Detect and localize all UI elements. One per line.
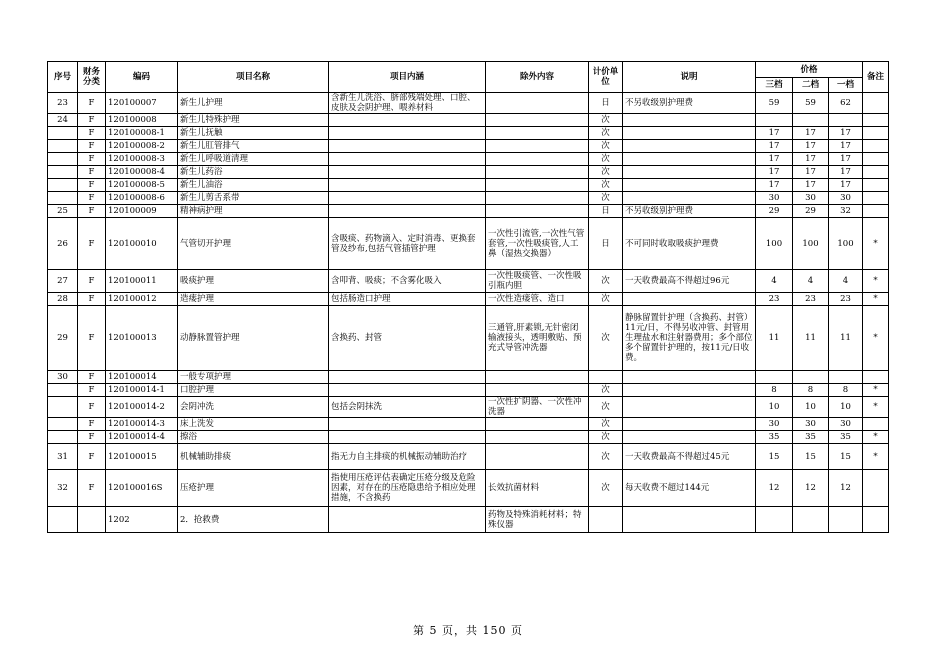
row-seq: 24 [48, 114, 78, 127]
row-unit: 次 [589, 127, 623, 140]
row-name: 吸痰护理 [178, 270, 329, 293]
header-code: 编码 [106, 62, 178, 93]
row-note: 不另收级别护理费 [623, 93, 756, 114]
row-category: F [78, 384, 106, 397]
row-name: 动静脉置管护理 [178, 306, 329, 371]
row-category: F [78, 93, 106, 114]
row-price-tier1: 17 [829, 127, 863, 140]
row-category [78, 507, 106, 533]
row-price-tier3 [756, 371, 793, 384]
header-category: 财务分类 [78, 62, 106, 93]
row-category: F [78, 127, 106, 140]
table-row [48, 114, 889, 127]
row-remark [863, 205, 889, 218]
row-price-tier3: 17 [756, 179, 793, 192]
table-row [48, 371, 889, 384]
header-exclusions: 除外内容 [486, 62, 589, 93]
row-note [623, 397, 756, 418]
row-unit: 次 [589, 140, 623, 153]
row-code: 120100008-4 [106, 166, 178, 179]
row-price-tier2: 29 [793, 205, 829, 218]
row-content: 指无力自主排痰的机械振动辅助治疗 [329, 444, 486, 470]
row-note [623, 114, 756, 127]
row-price-tier2: 17 [793, 153, 829, 166]
row-price-tier2: 100 [793, 218, 829, 270]
row-name: 2．抢救费 [178, 507, 329, 533]
row-exclusions [486, 140, 589, 153]
fee-table [47, 61, 889, 533]
row-price-tier3: 17 [756, 166, 793, 179]
header-tier1: 一档 [829, 78, 863, 93]
row-name: 口腔护理 [178, 384, 329, 397]
row-code: 1202 [106, 507, 178, 533]
row-remark [863, 192, 889, 205]
row-note [623, 371, 756, 384]
row-exclusions [486, 179, 589, 192]
row-price-tier2: 10 [793, 397, 829, 418]
table-row [48, 153, 889, 166]
row-category: F [78, 153, 106, 166]
row-remark: * [863, 397, 889, 418]
row-price-tier3: 17 [756, 153, 793, 166]
row-exclusions [486, 127, 589, 140]
row-remark [863, 179, 889, 192]
row-exclusions: 一次性造瘘管、造口 [486, 293, 589, 306]
row-seq [48, 140, 78, 153]
row-price-tier2: 30 [793, 418, 829, 431]
row-seq [48, 384, 78, 397]
row-content [329, 418, 486, 431]
row-note [623, 127, 756, 140]
row-code: 120100011 [106, 270, 178, 293]
row-seq: 32 [48, 470, 78, 507]
row-price-tier2 [793, 507, 829, 533]
row-price-tier3: 10 [756, 397, 793, 418]
header-content: 项目内涵 [329, 62, 486, 93]
row-unit: 次 [589, 192, 623, 205]
row-code: 120100016S [106, 470, 178, 507]
row-category: F [78, 270, 106, 293]
row-category: F [78, 444, 106, 470]
row-price-tier3: 30 [756, 418, 793, 431]
row-price-tier2: 59 [793, 93, 829, 114]
row-name: 新生儿药浴 [178, 166, 329, 179]
row-name: 会阴冲洗 [178, 397, 329, 418]
row-content [329, 127, 486, 140]
row-price-tier3: 23 [756, 293, 793, 306]
row-price-tier1: 12 [829, 470, 863, 507]
row-remark: * [863, 218, 889, 270]
row-price-tier3: 15 [756, 444, 793, 470]
row-category: F [78, 306, 106, 371]
row-price-tier3: 8 [756, 384, 793, 397]
row-exclusions: 一次性吸痰管、一次性吸引瓶内胆 [486, 270, 589, 293]
row-price-tier2: 8 [793, 384, 829, 397]
row-note [623, 507, 756, 533]
row-unit: 次 [589, 114, 623, 127]
row-price-tier3: 17 [756, 127, 793, 140]
row-category: F [78, 470, 106, 507]
row-content [329, 384, 486, 397]
row-remark [863, 127, 889, 140]
row-exclusions [486, 384, 589, 397]
table-row [48, 418, 889, 431]
row-code: 120100008-1 [106, 127, 178, 140]
row-price-tier1: 15 [829, 444, 863, 470]
row-code: 120100012 [106, 293, 178, 306]
row-unit: 次 [589, 270, 623, 293]
row-price-tier2: 30 [793, 192, 829, 205]
row-name: 机械辅助排痰 [178, 444, 329, 470]
row-unit: 次 [589, 384, 623, 397]
row-price-tier2: 23 [793, 293, 829, 306]
row-content [329, 192, 486, 205]
row-price-tier2: 17 [793, 166, 829, 179]
row-category: F [78, 114, 106, 127]
row-content: 含吸痰、药物滴入、定时消毒、更换套管及纱布,包括气管插管护理 [329, 218, 486, 270]
row-exclusions [486, 153, 589, 166]
header-note: 说明 [623, 62, 756, 93]
row-remark: * [863, 384, 889, 397]
row-price-tier3: 30 [756, 192, 793, 205]
row-name: 新生儿油浴 [178, 179, 329, 192]
table-row [48, 270, 889, 293]
row-category: F [78, 140, 106, 153]
row-exclusions: 药物及特殊消耗材料；特殊仪器 [486, 507, 589, 533]
row-seq [48, 179, 78, 192]
row-name: 擦浴 [178, 431, 329, 444]
row-note: 每天收费不超过144元 [623, 470, 756, 507]
row-price-tier1: 32 [829, 205, 863, 218]
table-row [48, 507, 889, 533]
row-price-tier2: 17 [793, 140, 829, 153]
row-code: 120100014-1 [106, 384, 178, 397]
row-exclusions: 一次性引流管,一次性气管套管,一次性吸痰管,人工鼻（湿热交换器） [486, 218, 589, 270]
row-price-tier3: 59 [756, 93, 793, 114]
row-note: 静脉留置针护理（含换药、封管）11元/日，不得另收冲管、封管用生理盐水和注射器费用；多个部位多个留置针护理的，按11元/日收费。 [623, 306, 756, 371]
row-seq [48, 153, 78, 166]
row-seq [48, 397, 78, 418]
row-content [329, 371, 486, 384]
row-price-tier1: 17 [829, 166, 863, 179]
row-price-tier1: 30 [829, 418, 863, 431]
row-seq [48, 418, 78, 431]
row-seq [48, 431, 78, 444]
table-body [48, 93, 889, 533]
row-category: F [78, 205, 106, 218]
row-price-tier2: 15 [793, 444, 829, 470]
row-content [329, 507, 486, 533]
row-code: 120100014-4 [106, 431, 178, 444]
row-note [623, 192, 756, 205]
row-content [329, 166, 486, 179]
row-price-tier3: 17 [756, 140, 793, 153]
row-seq: 26 [48, 218, 78, 270]
row-unit: 日 [589, 93, 623, 114]
table-row [48, 397, 889, 418]
row-seq: 28 [48, 293, 78, 306]
row-price-tier1: 100 [829, 218, 863, 270]
table-row [48, 179, 889, 192]
row-category: F [78, 179, 106, 192]
row-content: 指使用压疮评估表确定压疮分级及危险因素，对存在的压疮隐患给予相应处理措施，不含换药 [329, 470, 486, 507]
row-price-tier1: 17 [829, 140, 863, 153]
row-remark [863, 470, 889, 507]
row-code: 120100008-2 [106, 140, 178, 153]
row-code: 120100008-3 [106, 153, 178, 166]
row-code: 120100009 [106, 205, 178, 218]
row-price-tier2 [793, 371, 829, 384]
row-code: 120100014 [106, 371, 178, 384]
row-price-tier1: 35 [829, 431, 863, 444]
header-tier3: 三档 [756, 78, 793, 93]
row-exclusions: 一次性扩阴器、一次性冲洗器 [486, 397, 589, 418]
row-unit: 次 [589, 293, 623, 306]
header-name: 项目名称 [178, 62, 329, 93]
row-name: 新生儿特殊护理 [178, 114, 329, 127]
row-note [623, 293, 756, 306]
row-unit: 次 [589, 470, 623, 507]
row-price-tier1 [829, 507, 863, 533]
row-unit: 次 [589, 431, 623, 444]
row-unit [589, 371, 623, 384]
row-remark: * [863, 431, 889, 444]
row-code: 120100010 [106, 218, 178, 270]
row-remark [863, 166, 889, 179]
row-price-tier3: 29 [756, 205, 793, 218]
row-price-tier3: 100 [756, 218, 793, 270]
row-price-tier1: 30 [829, 192, 863, 205]
row-seq [48, 192, 78, 205]
row-exclusions: 长效抗菌材料 [486, 470, 589, 507]
row-note [623, 153, 756, 166]
row-price-tier1 [829, 371, 863, 384]
row-price-tier3: 4 [756, 270, 793, 293]
row-price-tier3: 11 [756, 306, 793, 371]
row-remark [863, 93, 889, 114]
row-content [329, 431, 486, 444]
row-price-tier2: 35 [793, 431, 829, 444]
row-seq [48, 507, 78, 533]
row-unit: 次 [589, 166, 623, 179]
row-note [623, 418, 756, 431]
row-price-tier1: 62 [829, 93, 863, 114]
row-content [329, 205, 486, 218]
row-content: 含叩背、吸痰；不含雾化吸入 [329, 270, 486, 293]
row-price-tier2: 12 [793, 470, 829, 507]
row-name: 一般专项护理 [178, 371, 329, 384]
row-seq [48, 127, 78, 140]
row-seq: 29 [48, 306, 78, 371]
row-name: 新生儿呼吸道清理 [178, 153, 329, 166]
row-name: 精神病护理 [178, 205, 329, 218]
row-category: F [78, 371, 106, 384]
table-row [48, 431, 889, 444]
row-seq: 31 [48, 444, 78, 470]
row-category: F [78, 418, 106, 431]
row-name: 气管切开护理 [178, 218, 329, 270]
table-row [48, 127, 889, 140]
row-price-tier2: 17 [793, 127, 829, 140]
row-note [623, 140, 756, 153]
row-exclusions [486, 418, 589, 431]
row-name: 造瘘护理 [178, 293, 329, 306]
row-note [623, 179, 756, 192]
row-unit: 次 [589, 179, 623, 192]
row-price-tier2: 17 [793, 179, 829, 192]
row-remark [863, 418, 889, 431]
table-row [48, 306, 889, 371]
row-code: 120100008-6 [106, 192, 178, 205]
table-row [48, 205, 889, 218]
row-price-tier2: 4 [793, 270, 829, 293]
row-seq: 25 [48, 205, 78, 218]
row-seq: 27 [48, 270, 78, 293]
row-exclusions [486, 166, 589, 179]
row-content [329, 153, 486, 166]
row-exclusions [486, 192, 589, 205]
row-exclusions [486, 371, 589, 384]
header-seq: 序号 [48, 62, 78, 93]
row-note [623, 166, 756, 179]
row-unit: 次 [589, 153, 623, 166]
row-exclusions [486, 431, 589, 444]
row-note: 不可同时收取吸痰护理费 [623, 218, 756, 270]
row-note: 不另收级别护理费 [623, 205, 756, 218]
row-price-tier1: 11 [829, 306, 863, 371]
row-name: 压疮护理 [178, 470, 329, 507]
row-remark [863, 371, 889, 384]
row-name: 新生儿抚触 [178, 127, 329, 140]
row-exclusions: 三通管,肝素锁,无针密闭输液接头，透明敷贴、预充式导管冲洗器 [486, 306, 589, 371]
row-price-tier1: 17 [829, 179, 863, 192]
row-category: F [78, 397, 106, 418]
row-name: 新生儿肛管排气 [178, 140, 329, 153]
row-name: 新生儿剪舌系带 [178, 192, 329, 205]
row-content [329, 114, 486, 127]
row-content: 含新生儿洗浴、脐部残端处理、口腔、皮肤及会阴护理、喂养材料 [329, 93, 486, 114]
row-content [329, 140, 486, 153]
row-remark [863, 140, 889, 153]
row-unit: 次 [589, 444, 623, 470]
row-content: 包括肠造口护理 [329, 293, 486, 306]
row-unit: 次 [589, 306, 623, 371]
row-content [329, 179, 486, 192]
table-row [48, 293, 889, 306]
row-price-tier3: 12 [756, 470, 793, 507]
row-code: 120100008 [106, 114, 178, 127]
row-code: 120100008-5 [106, 179, 178, 192]
header-remark: 备注 [863, 62, 889, 93]
table-row [48, 218, 889, 270]
row-price-tier3: 35 [756, 431, 793, 444]
row-remark: * [863, 270, 889, 293]
row-unit: 次 [589, 397, 623, 418]
row-category: F [78, 192, 106, 205]
row-name: 床上洗发 [178, 418, 329, 431]
row-exclusions [486, 444, 589, 470]
header-tier2: 二档 [793, 78, 829, 93]
table-row [48, 470, 889, 507]
row-code: 120100014-3 [106, 418, 178, 431]
row-price-tier2: 11 [793, 306, 829, 371]
row-remark [863, 507, 889, 533]
row-name: 新生儿护理 [178, 93, 329, 114]
row-code: 120100007 [106, 93, 178, 114]
row-remark: * [863, 444, 889, 470]
row-price-tier1: 4 [829, 270, 863, 293]
table-row [48, 166, 889, 179]
page-footer: 第 5 页，共 150 页 [413, 624, 523, 637]
row-price-tier1: 23 [829, 293, 863, 306]
row-note: 一天收费最高不得超过96元 [623, 270, 756, 293]
header-unit: 计价单位 [589, 62, 623, 93]
header-price: 价格 [756, 62, 863, 78]
row-seq: 30 [48, 371, 78, 384]
row-category: F [78, 293, 106, 306]
row-exclusions [486, 114, 589, 127]
row-price-tier1: 8 [829, 384, 863, 397]
row-unit: 次 [589, 418, 623, 431]
row-price-tier3 [756, 114, 793, 127]
row-code: 120100014-2 [106, 397, 178, 418]
row-unit: 日 [589, 205, 623, 218]
row-price-tier1: 17 [829, 153, 863, 166]
table-row [48, 444, 889, 470]
row-code: 120100013 [106, 306, 178, 371]
row-category: F [78, 431, 106, 444]
row-content: 含换药、封管 [329, 306, 486, 371]
row-price-tier3 [756, 507, 793, 533]
row-seq: 23 [48, 93, 78, 114]
row-note: 一天收费最高不得超过45元 [623, 444, 756, 470]
row-exclusions [486, 93, 589, 114]
row-category: F [78, 218, 106, 270]
row-category: F [78, 166, 106, 179]
table-row [48, 384, 889, 397]
row-content: 包括会阴抹洗 [329, 397, 486, 418]
row-code: 120100015 [106, 444, 178, 470]
row-remark [863, 153, 889, 166]
table-row [48, 192, 889, 205]
table-row [48, 93, 889, 114]
table-row [48, 140, 889, 153]
row-price-tier2 [793, 114, 829, 127]
row-remark: * [863, 293, 889, 306]
row-remark [863, 114, 889, 127]
row-remark: * [863, 306, 889, 371]
row-unit [589, 507, 623, 533]
row-note [623, 384, 756, 397]
row-note [623, 431, 756, 444]
row-price-tier1 [829, 114, 863, 127]
row-seq [48, 166, 78, 179]
row-exclusions [486, 205, 589, 218]
row-unit: 日 [589, 218, 623, 270]
row-price-tier1: 10 [829, 397, 863, 418]
